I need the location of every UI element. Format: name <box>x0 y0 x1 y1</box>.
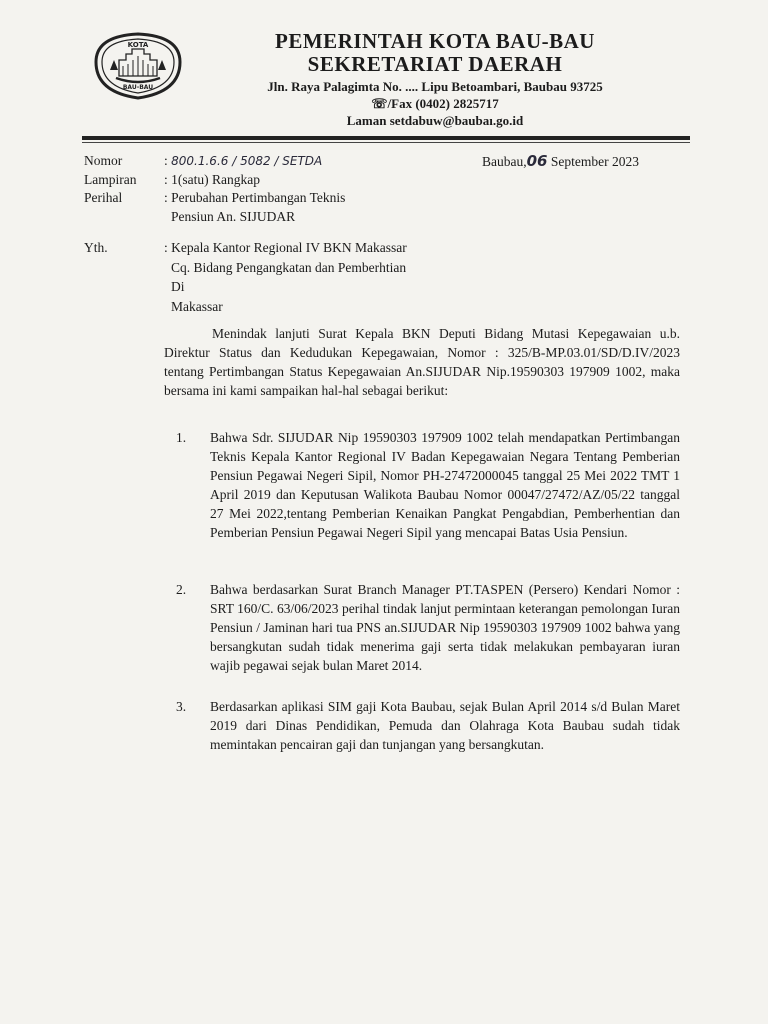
perihal-label: Perihal <box>84 190 123 205</box>
nomor-label: Nomor <box>84 153 123 168</box>
list-item-number: 1. <box>176 430 187 445</box>
nomor-row <box>84 152 471 171</box>
nomor-value: 800.1.6.6 / 5082 / SETDA <box>171 154 323 168</box>
recipient-line-2: Cq. Bidang Pengangkatan dan Pemberhtian <box>171 259 407 275</box>
nomor-sep: : <box>164 153 168 168</box>
letterhead-divider-thin <box>82 142 690 143</box>
lampiran-value: : 1(satu) Rangkap <box>164 171 260 187</box>
letter-meta <box>84 152 471 226</box>
office-address: Jln. Raya Palagimta No. .... Lipu Betoambari, Baubau 93725 <box>267 79 603 94</box>
date-rest: September 2023 <box>550 154 639 169</box>
recipient-line-1: : Kepala Kantor Regional IV BKN Makassar <box>164 240 407 255</box>
logo-top-text: KOTA <box>127 41 149 49</box>
list-item-number: 2. <box>176 582 187 597</box>
logo-bottom-text: BAU-BAU <box>122 84 154 91</box>
list-item-number: 3. <box>176 699 187 714</box>
recipient-line-3: Di <box>171 279 185 294</box>
list-item <box>176 428 680 542</box>
office-phone: ☏/Fax (0402) 2825717 <box>371 96 499 111</box>
letter-date <box>482 152 639 172</box>
recipient-lines <box>164 238 407 316</box>
list-item-text: Bahwa berdasarkan Surat Branch Manager PT.TASPEN (Persero) Kendari Nomor : SRT 160/C. 63/06/2023 perihal tindak lanjut permintaan keterangan pemolongan Iuran Pensiun / Jaminan hari tua PNS an.SIJUDAR Nip 19590303 197909 1002 bahwa yang bersangkutan sudah tidak menerima gaji serta tidak melakukan pembayaran iuran wajib pegawai sejak bulan Maret 2014. <box>210 582 680 673</box>
government-title: PEMERINTAH KOTA BAU-BAU <box>275 29 595 53</box>
lampiran-row <box>84 171 471 190</box>
lampiran-label: Lampiran <box>84 171 137 187</box>
date-prefix: Baubau, <box>482 154 527 169</box>
office-website: Laman setdabuw@baubaı.go.id <box>346 113 524 128</box>
perihal-row-2 <box>84 208 471 227</box>
list-item-text: Bahwa Sdr. SIJUDAR Nip 19590303 197909 1002 telah mendapatkan Pertimbangan Teknis Kepala Kantor Regional IV Badan Kepegawaian Negara Tentang Pemberian Pensiun Pegawai Negeri Sipil, Nomor PH-27472000045 tanggal 25 Mei 2022 TMT 1 April 2019 dan Keputusan Walikota Baubau Nomor 00047/27472/AZ/05/22 tanggal 27 Mei 2022,tentang Pemberian Kenaikan Pangkat Pengabdian, Pemberhentian dan Pemberian Pensiun Pegawai Negeri Sipil yang mencapai Batas Usia Pensiun. <box>210 430 680 540</box>
perihal-row <box>84 189 471 208</box>
letterhead <box>190 30 680 129</box>
list-item <box>176 697 680 754</box>
list-item-text: Berdasarkan aplikasi SIM gaji Kota Baubau, sejak Bulan April 2014 s/d Bulan Maret 2019 dari Dinas Pendidikan, Pemuda dan Olahraga Kota Baubau sudah tidak memintakan pencairan gaji dan tunjangan yang bersangkutan. <box>210 699 680 752</box>
perihal-value-1: : Perubahan Pertimbangan Teknis <box>164 190 346 205</box>
recipient-block <box>84 238 407 316</box>
recipient-line-4: Makassar <box>171 298 223 314</box>
recipient-label: Yth. <box>84 240 108 255</box>
date-day: 06 <box>526 152 548 170</box>
nomor-value-wrap <box>164 152 464 171</box>
city-emblem-logo <box>92 30 184 100</box>
office-subtitle: SEKRETARIAT DAERAH <box>307 52 563 76</box>
perihal-value-2: Pensiun An. SIJUDAR <box>171 208 296 224</box>
intro-paragraph: Menindak lanjuti Surat Kepala BKN Deputi Bidang Mutasi Kepegawaian u.b. Direktur Status dan Kedudukan Kepegawaian, Nomor : 325/B-MP.03.01/SD/D.IV/2023 tentang Pertimbangan Status Kepegawaian An.SIJUDAR Nip.19590303 197909 1002, maka bersama ini kami sampaikan hal-hal sebagai berikut: <box>164 326 680 398</box>
list-item <box>176 580 680 675</box>
letterhead-divider-thick <box>82 136 690 140</box>
